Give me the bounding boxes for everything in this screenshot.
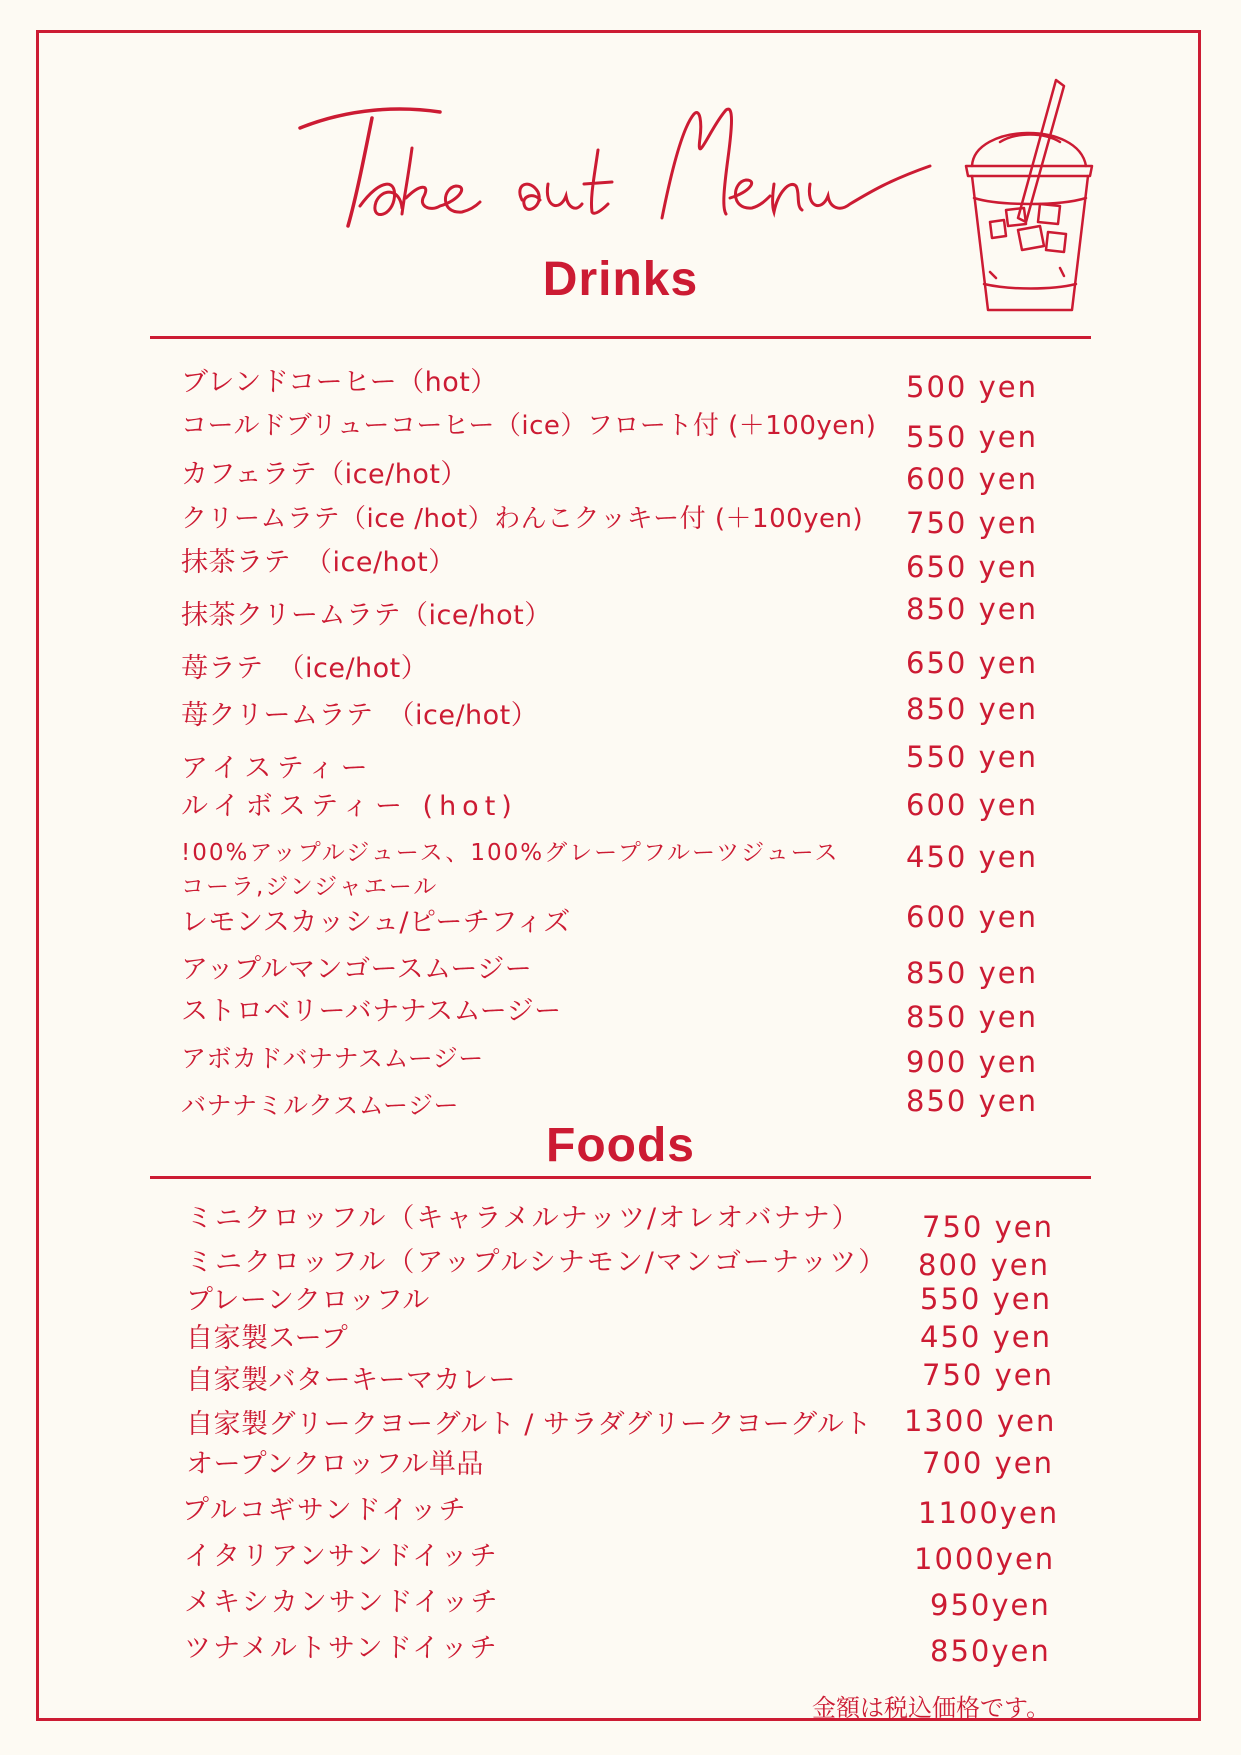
- item-price: 450 yen: [920, 1320, 1052, 1354]
- item-price: 550 yen: [906, 740, 1038, 774]
- item-name: バナナミルクスムージー: [181, 1091, 460, 1120]
- item-price: 550 yen: [920, 1282, 1052, 1316]
- item-price: 750 yen: [922, 1210, 1054, 1244]
- drinks-divider: [150, 336, 1091, 339]
- item-price: 750 yen: [906, 506, 1038, 540]
- item-price: 900 yen: [906, 1045, 1038, 1079]
- item-name: プレーンクロッフル: [186, 1285, 430, 1316]
- item-price: 650 yen: [906, 646, 1038, 680]
- item-name: ブレンドコーヒー（hot）: [181, 367, 498, 398]
- item-name: イタリアンサンドイッチ: [184, 1541, 499, 1572]
- item-name: 自家製バターキーマカレー: [186, 1365, 516, 1396]
- item-price: 850 yen: [906, 956, 1038, 990]
- tax-included-note: 金額は税込価格です。: [812, 1694, 1051, 1722]
- drinks-heading: Drinks: [542, 253, 699, 306]
- item-name: 抹茶ラテ （ice/hot）: [181, 547, 456, 578]
- item-name: ミニクロッフル（アップルシナモン/マンゴーナッツ）: [186, 1247, 888, 1278]
- item-price: 1000yen: [914, 1542, 1056, 1576]
- item-price: 850 yen: [906, 592, 1038, 626]
- item-price: 550 yen: [906, 420, 1038, 454]
- item-name: メキシカンサンドイッチ: [184, 1587, 500, 1618]
- item-name: 自家製グリークヨーグルト / サラダグリークヨーグルト: [186, 1409, 872, 1440]
- item-name: オープンクロッフル単品: [186, 1449, 484, 1480]
- item-name: 苺ラテ （ice/hot）: [181, 653, 429, 684]
- item-name: ツナメルトサンドイッチ: [184, 1633, 499, 1664]
- item-price: 850yen: [930, 1634, 1051, 1668]
- foods-heading: Foods: [546, 1119, 695, 1172]
- item-price: 1100yen: [918, 1496, 1060, 1530]
- item-name: アップルマンゴースムージー: [181, 954, 533, 985]
- item-price: 800 yen: [918, 1248, 1050, 1282]
- item-name: コールドブリューコーヒー（ice）フロート付 (＋100yen): [181, 411, 877, 441]
- item-price: 850 yen: [906, 1000, 1038, 1034]
- item-price: 650 yen: [906, 550, 1038, 584]
- item-price: 850 yen: [906, 1084, 1038, 1118]
- item-name: レモンスカッシュ/ピーチフィズ: [181, 907, 571, 938]
- foods-divider: [150, 1176, 1091, 1179]
- item-name: アイスティー: [181, 753, 374, 784]
- item-price: 600 yen: [906, 462, 1038, 496]
- item-name: 自家製スープ: [186, 1323, 349, 1354]
- item-price: 850 yen: [906, 692, 1038, 726]
- item-name: カフェラテ（ice/hot）: [181, 459, 468, 490]
- item-name: クリームラテ（ice /hot）わんこクッキー付 (＋100yen): [181, 504, 864, 534]
- item-price: 600 yen: [906, 900, 1038, 934]
- item-name: !00%アップルジュース、100%グレープフルーツジュース: [181, 840, 840, 866]
- item-name: ミニクロッフル（キャラメルナッツ/オレオバナナ）: [186, 1203, 861, 1234]
- menu-title: [290, 88, 950, 238]
- item-price: 500 yen: [906, 370, 1038, 404]
- item-name: コーラ,ジンジャエール: [181, 874, 439, 900]
- item-price: 1300 yen: [904, 1404, 1057, 1438]
- item-price: 700 yen: [922, 1446, 1054, 1480]
- item-name: 苺クリームラテ （ice/hot）: [181, 700, 539, 731]
- item-name: 抹茶クリームラテ（ice/hot）: [181, 600, 552, 631]
- item-price: 750 yen: [922, 1358, 1054, 1392]
- item-name: プルコギサンドイッチ: [182, 1495, 468, 1526]
- item-name: ルイボスティー (hot): [181, 791, 518, 822]
- item-name: ストロベリーバナナスムージー: [181, 996, 562, 1027]
- item-price: 450 yen: [906, 840, 1038, 874]
- item-name: アボカドバナナスムージー: [181, 1044, 484, 1073]
- item-price: 600 yen: [906, 788, 1038, 822]
- item-price: 950yen: [930, 1588, 1051, 1622]
